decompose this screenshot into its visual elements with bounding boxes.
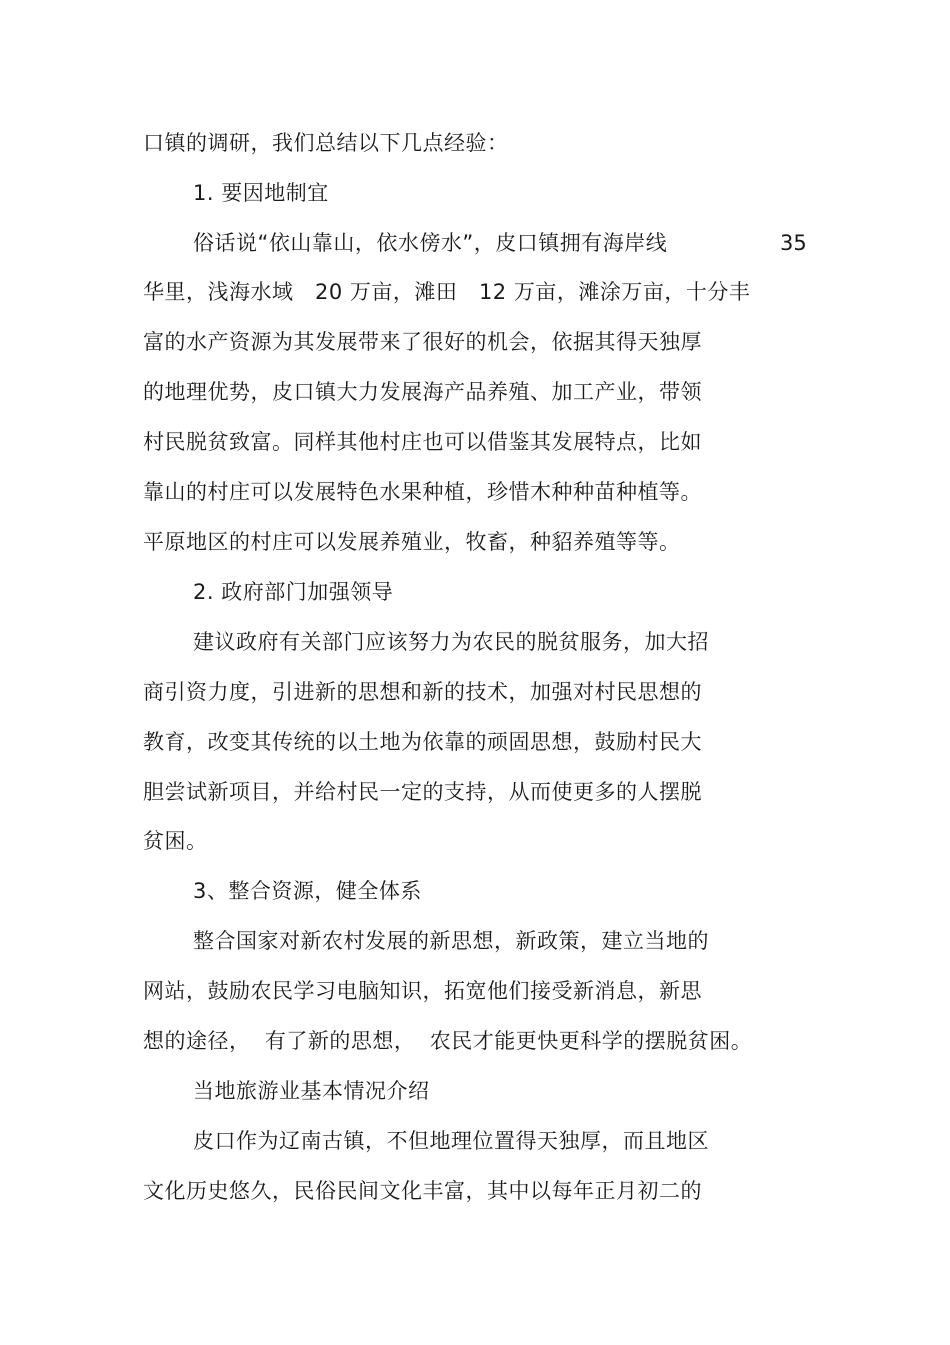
paragraph-line: 的地理优势，皮口镇大力发展海产品养殖、加工产业，带领 xyxy=(143,380,702,404)
paragraph-line: 华里，浅海水域 20 万亩，滩田 12 万亩，滩涂万亩，十分丰 xyxy=(143,280,751,304)
section-heading: 当地旅游业基本情况介绍 xyxy=(193,1079,430,1103)
paragraph-line: 村民脱贫致富。同样其他村庄也可以借鉴其发展特点，比如 xyxy=(143,430,702,454)
paragraph-line: 整合国家对新农村发展的新思想，新政策，建立当地的 xyxy=(193,929,709,953)
paragraph-line: 口镇的调研，我们总结以下几点经验： xyxy=(143,131,509,155)
paragraph-line: 胆尝试新项目，并给村民一定的支持，从而使更多的人摆脱 xyxy=(143,780,702,804)
paragraph-number: 35 xyxy=(780,231,807,255)
paragraph-line: 网站，鼓励农民学习电脑知识，拓宽他们接受新消息，新思 xyxy=(143,979,702,1003)
paragraph-line: 皮口作为辽南古镇，不但地理位置得天独厚，而且地区 xyxy=(193,1129,709,1153)
section-heading: 3、整合资源，健全体系 xyxy=(193,879,422,903)
paragraph-line: 靠山的村庄可以发展特色水果种植，珍惜木种种苗种植等。 xyxy=(143,480,702,504)
section-heading: 2. 政府部门加强领导 xyxy=(193,580,394,604)
paragraph-line: 教育，改变其传统的以土地为依靠的顽固思想，鼓励村民大 xyxy=(143,730,702,754)
paragraph-line: 文化历史悠久，民俗民间文化丰富，其中以每年正月初二的 xyxy=(143,1179,702,1203)
paragraph-line: 贫困。 xyxy=(143,829,208,853)
paragraph-line: 富的水产资源为其发展带来了很好的机会，依据其得天独厚 xyxy=(143,330,702,354)
paragraph-line: 俗话说“依山靠山，依水傍水”，皮口镇拥有海岸线 xyxy=(193,231,668,255)
section-heading: 1. 要因地制宜 xyxy=(193,181,329,205)
paragraph-line: 建议政府有关部门应该努力为农民的脱贫服务，加大招 xyxy=(193,630,709,654)
paragraph-line: 商引资力度，引进新的思想和新的技术，加强对村民思想的 xyxy=(143,680,702,704)
paragraph-line: 想的途径， 有了新的思想， 农民才能更快更科学的摆脱贫困。 xyxy=(143,1029,753,1053)
paragraph-line: 平原地区的村庄可以发展养殖业，牧畜，种貂养殖等等。 xyxy=(143,530,681,554)
